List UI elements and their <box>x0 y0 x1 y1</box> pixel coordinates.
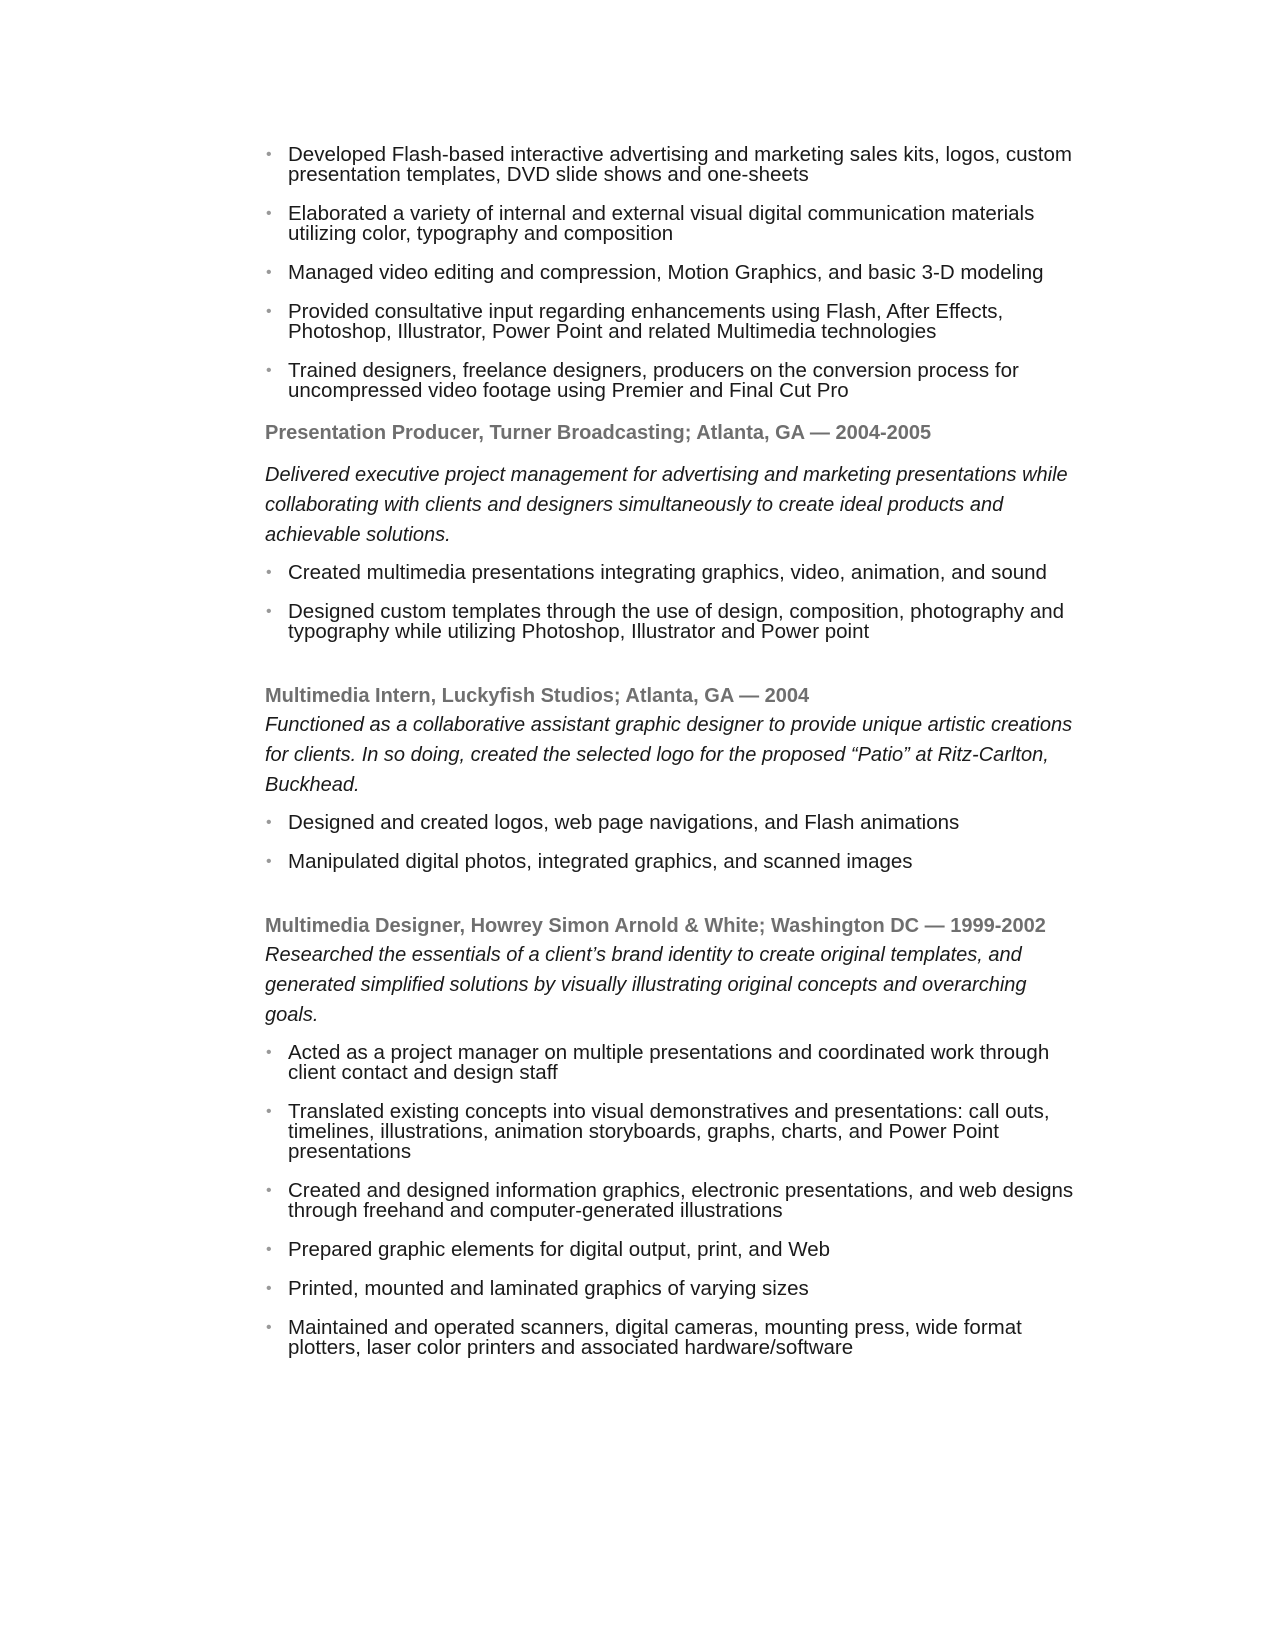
list-item: • Acted as a project manager on multiple presentations and coordinated work through client contact and design staff <box>266 1041 1050 1084</box>
list-item: • Created multimedia presentations integrating graphics, video, animation, and sound <box>266 561 1047 584</box>
job-description: Researched the essentials of a client’s brand identity to create original templates, and generated simplified solutions by visually illustrating original concepts and overarching goals. <box>265 944 1027 1026</box>
bullet-icon: • <box>266 362 272 379</box>
job-turner-broadcasting <box>265 421 1085 642</box>
bullet-icon: • <box>266 853 272 870</box>
list-item: • Created and designed information graphics, electronic presentations, and web designs through freehand and computer-generated illustrations <box>266 1179 1074 1222</box>
list-item: • Printed, mounted and laminated graphics of varying sizes <box>266 1277 809 1300</box>
list-item: • Provided consultative input regarding enhancements using Flash, After Effects, Photoshop, Illustrator, Power Point and related Multimedia technologies <box>266 300 1004 343</box>
previous-job-bullets <box>265 145 1085 401</box>
list-item: • Trained designers, freelance designers, producers on the conversion process for uncompressed video footage using Premier and Final Cut Pro <box>266 359 1019 402</box>
list-item: • Developed Flash-based interactive advertising and marketing sales kits, logos, custom presentation templates, DVD slide shows and one-sheets <box>266 143 1072 186</box>
bullet-icon: • <box>266 1241 272 1258</box>
job-bullets <box>265 1043 1085 1358</box>
bullet-icon: • <box>266 814 272 831</box>
bullet-icon: • <box>266 1103 272 1120</box>
list-item: • Manipulated digital photos, integrated graphics, and scanned images <box>266 850 913 873</box>
bullet-icon: • <box>266 303 272 320</box>
resume-page <box>265 145 1085 1377</box>
list-item: • Designed and created logos, web page navigations, and Flash animations <box>266 811 960 834</box>
list-item: • Designed custom templates through the use of design, composition, photography and typography while utilizing Photoshop, Illustrator and Power point <box>266 600 1065 643</box>
list-item: • Elaborated a variety of internal and external visual digital communication materials utilizing color, typography and composition <box>266 202 1035 245</box>
job-title: Multimedia Intern, Luckyfish Studios; Atlanta, GA — 2004 <box>265 685 810 707</box>
job-bullets <box>265 813 1085 872</box>
job-bullets <box>265 563 1085 642</box>
job-title: Multimedia Designer, Howrey Simon Arnold & White; Washington DC — 1999-2002 <box>265 915 1046 937</box>
bullet-icon: • <box>266 603 272 620</box>
job-description: Delivered executive project management for advertising and marketing presentations while collaborating with clients and designers simultaneously to create ideal products and achievable solutions. <box>265 464 1068 546</box>
bullet-icon: • <box>266 264 272 281</box>
list-item: • Maintained and operated scanners, digital cameras, mounting press, wide format plotters, laser color printers and associated hardware/software <box>266 1316 1022 1359</box>
bullet-icon: • <box>266 1319 272 1336</box>
list-item: • Managed video editing and compression, Motion Graphics, and basic 3-D modeling <box>266 261 1044 284</box>
bullet-icon: • <box>266 205 272 222</box>
job-howrey-simon-arnold-white <box>265 914 1085 1358</box>
bullet-icon: • <box>266 564 272 581</box>
job-luckyfish-studios <box>265 684 1085 872</box>
job-title: Presentation Producer, Turner Broadcasting; Atlanta, GA — 2004-2005 <box>265 422 932 444</box>
job-description: Functioned as a collaborative assistant graphic designer to provide unique artistic creations for clients. In so doing, created the selected logo for the proposed “Patio” at Ritz-Carlton, Buckhead. <box>265 714 1073 796</box>
bullet-icon: • <box>266 1182 272 1199</box>
list-item: • Translated existing concepts into visual demonstratives and presentations: call outs, timelines, illustrations, animation storyboards, graphs, charts, and Power Point presentations <box>266 1100 1050 1163</box>
bullet-icon: • <box>266 1280 272 1297</box>
bullet-icon: • <box>266 146 272 163</box>
list-item: • Prepared graphic elements for digital output, print, and Web <box>266 1238 831 1261</box>
bullet-icon: • <box>266 1044 272 1061</box>
